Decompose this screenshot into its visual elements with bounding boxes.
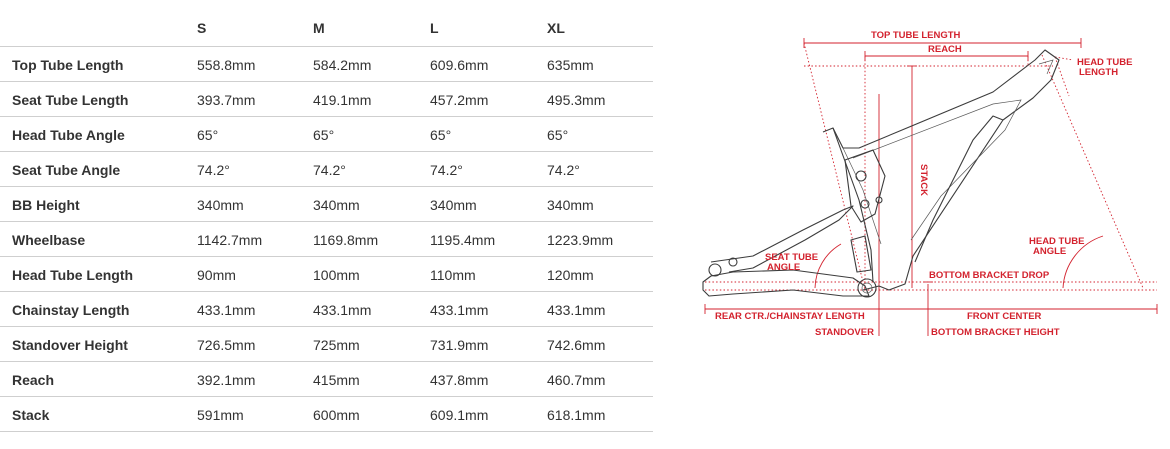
row-label: Head Tube Length [12, 267, 134, 283]
table-row [0, 397, 653, 432]
table-row [0, 327, 653, 362]
table-row [0, 187, 653, 222]
value-l: 65° [430, 127, 452, 143]
diagram-labels [715, 30, 1132, 338]
value-l: 110mm [430, 267, 476, 283]
table-header [0, 10, 653, 47]
value-l: 457.2mm [430, 92, 489, 108]
value-s: 90mm [197, 267, 236, 283]
value-m: 1169.8mm [313, 232, 379, 248]
value-xl: 618.1mm [547, 407, 606, 423]
label-seat-tube-angle-2: ANGLE [767, 262, 801, 273]
row-label: Chainstay Length [12, 302, 130, 318]
label-bottom-bracket-drop: BOTTOM BRACKET DROP [929, 270, 1050, 281]
value-xl: 120mm [547, 267, 594, 283]
label-top-tube-length: TOP TUBE LENGTH [871, 30, 961, 41]
row-label: Seat Tube Angle [12, 162, 121, 178]
value-xl: 340mm [547, 197, 594, 213]
value-l: 74.2° [430, 162, 463, 178]
table-row [0, 82, 653, 117]
row-label: Standover Height [12, 337, 128, 353]
value-s: 393.7mm [197, 92, 256, 108]
size-header-s: S [197, 20, 207, 36]
table-row [0, 362, 653, 397]
size-header-m: M [313, 20, 325, 36]
value-s: 1142.7mm [197, 232, 263, 248]
table-row [0, 152, 653, 187]
label-head-tube-angle-1: HEAD TUBE [1029, 236, 1085, 247]
label-bottom-bracket-height: BOTTOM BRACKET HEIGHT [931, 327, 1060, 338]
value-xl: 74.2° [547, 162, 580, 178]
size-header-l: L [430, 20, 439, 36]
table-row [0, 257, 653, 292]
value-s: 65° [197, 127, 219, 143]
label-rear-center: REAR CTR./CHAINSTAY LENGTH [715, 311, 865, 322]
value-xl: 65° [547, 127, 569, 143]
value-xl: 495.3mm [547, 92, 606, 108]
size-header-xl: XL [547, 20, 565, 36]
bike-frame [703, 50, 1059, 297]
value-l: 433.1mm [430, 302, 489, 318]
value-xl: 635mm [547, 57, 594, 73]
value-m: 584.2mm [313, 57, 372, 73]
label-standover: STANDOVER [815, 327, 874, 338]
value-l: 609.1mm [430, 407, 489, 423]
table-row [0, 222, 653, 257]
value-l: 1195.4mm [430, 232, 496, 248]
value-m: 725mm [313, 337, 360, 353]
value-s: 726.5mm [197, 337, 256, 353]
value-s: 340mm [197, 197, 244, 213]
value-m: 433.1mm [313, 302, 372, 318]
value-m: 65° [313, 127, 335, 143]
value-m: 419.1mm [313, 92, 372, 108]
value-xl: 742.6mm [547, 337, 606, 353]
label-stack: STACK [918, 164, 929, 197]
label-seat-tube-angle-1: SEAT TUBE [765, 252, 819, 263]
value-s: 392.1mm [197, 372, 256, 388]
value-s: 433.1mm [197, 302, 256, 318]
row-label: Top Tube Length [12, 57, 124, 73]
row-label: Head Tube Angle [12, 127, 125, 143]
value-xl: 433.1mm [547, 302, 606, 318]
value-m: 415mm [313, 372, 360, 388]
value-s: 74.2° [197, 162, 230, 178]
label-head-tube-angle-2: ANGLE [1033, 246, 1067, 257]
label-reach: REACH [928, 44, 962, 55]
label-head-tube-length-1: HEAD TUBE [1077, 57, 1133, 68]
value-s: 591mm [197, 407, 244, 423]
table-row [0, 47, 653, 82]
value-l: 340mm [430, 197, 477, 213]
geometry-table [0, 10, 653, 432]
value-m: 74.2° [313, 162, 346, 178]
value-m: 340mm [313, 197, 360, 213]
value-xl: 460.7mm [547, 372, 606, 388]
row-label: Stack [12, 407, 50, 423]
row-label: BB Height [12, 197, 80, 213]
value-l: 609.6mm [430, 57, 489, 73]
frame-geometry-diagram [693, 0, 1170, 444]
value-xl: 1223.9mm [547, 232, 614, 248]
value-m: 100mm [313, 267, 360, 283]
label-front-center: FRONT CENTER [967, 311, 1042, 322]
frame-geometry-svg [693, 0, 1170, 444]
value-s: 558.8mm [197, 57, 256, 73]
row-label: Seat Tube Length [12, 92, 129, 108]
value-m: 600mm [313, 407, 360, 423]
value-l: 731.9mm [430, 337, 489, 353]
table-row [0, 292, 653, 327]
row-label: Wheelbase [12, 232, 86, 248]
value-l: 437.8mm [430, 372, 489, 388]
label-head-tube-length-2: LENGTH [1079, 67, 1119, 78]
row-label: Reach [12, 372, 55, 388]
table-row [0, 117, 653, 152]
